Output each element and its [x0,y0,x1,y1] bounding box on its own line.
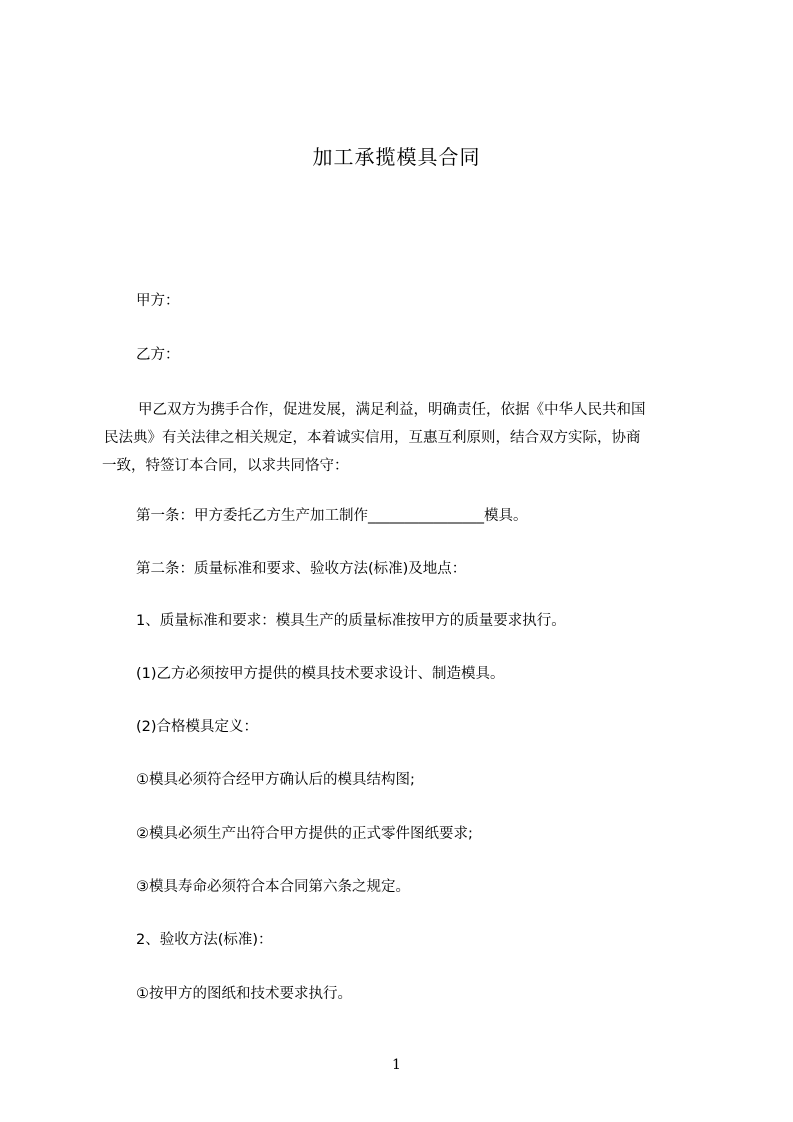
item-1-2-c: ③模具寿命必须符合本合同第六条之规定。 [136,879,410,895]
item-2-acceptance: 2、验收方法(标准)： [136,932,273,948]
preamble-line: 民法典》有关法律之相关规定，本着诚实信用，互惠互利原则，结合双方实际，协商 [104,430,641,446]
preamble-line: 一致，特签订本合同，以求共同恪守： [102,458,349,474]
item-1-2: (2)合格模具定义： [136,719,259,735]
page-number: 1 [392,1057,401,1073]
clause-1: 第一条：甲方委托乙方生产加工制作________________模具。 [136,508,528,524]
party-a-label: 甲方： [136,293,180,309]
item-1-1: (1)乙方必须按甲方提供的模具技术要求设计、制造模具。 [136,666,505,682]
item-1-2-a: ①模具必须符合经甲方确认后的模具结构图; [136,772,415,788]
clause-2: 第二条：质量标准和要求、验收方法(标准)及地点： [136,561,467,577]
preamble-paragraph [104,396,700,480]
item-1-2-b: ②模具必须生产出符合甲方提供的正式零件图纸要求; [136,826,473,842]
party-b-label: 乙方： [136,347,180,363]
preamble-line: 甲乙双方为携手合作，促进发展，满足利益，明确责任，依据《中华人民共和国 [138,402,646,418]
item-2-a: ①按甲方的图纸和技术要求执行。 [136,986,352,1002]
item-1-quality-standard: 1、质量标准和要求：模具生产的质量标准按甲方的质量要求执行。 [136,613,566,629]
document-title: 加工承揽模具合同 [312,145,481,169]
